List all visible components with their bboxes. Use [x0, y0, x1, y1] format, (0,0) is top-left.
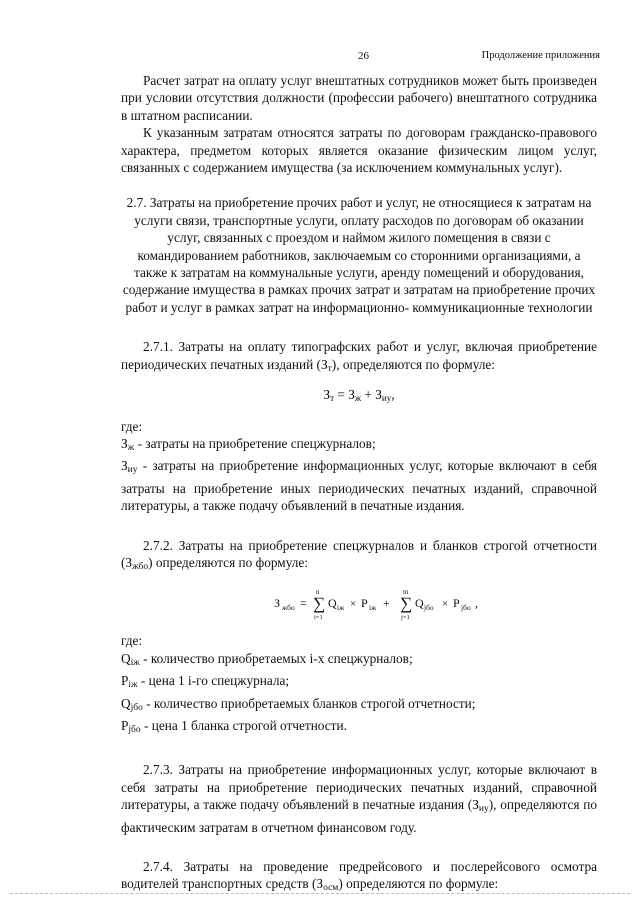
- formula-zt: $З_т = З_ж + З_{иу}$,: [323, 387, 395, 404]
- formula-zzhbo-svg: [121, 576, 597, 632]
- definition-pjbo: $P_{jбо}$ - цена 1 бланка строгой отчетности.: [121, 717, 347, 735]
- paragraph-2: К указанным затратам относятся затраты по договорам гражданско-правового характера, предметом которых является оказание физическим лицом услуг, связанных с содержанием имущества (за исключением коммунальных услуг).: [121, 125, 597, 176]
- section-2-7-3-text: 2.7.3. Затраты на приобретение информационных услуг, которые включают в себя затраты на приобретение периодических печатных изданий, справочной литературы, а также подачу объявлений в печатные издания $(З_{иу})$, определяются по фактическим затратам в отчетном финансовом году.: [121, 762, 597, 835]
- svg-text:жбо: жбо: [282, 603, 295, 613]
- svg-text:n: n: [316, 588, 320, 597]
- sum-sign-2: ∑: [400, 594, 413, 614]
- svg-text:i=1: i=1: [314, 614, 323, 622]
- svg-text:jбо: jбо: [424, 603, 434, 613]
- page-number: 26: [358, 50, 369, 62]
- sum-sign-1: ∑: [313, 594, 326, 614]
- continuation-label: Продолжение приложения: [481, 50, 600, 61]
- where-label-2: где:: [121, 633, 143, 649]
- definition-ziu: $З_{иу}$ - затраты на приобретение информационных услуг, которые включают в себя затраты на приобретение иных периодических печатных изданий, справочной литературы, а также подачу объявлений в печатные издания.: [121, 458, 597, 514]
- svg-text:iж: iж: [369, 603, 377, 613]
- svg-text:×: ×: [350, 598, 357, 611]
- definition-zzh: $З_ж$ - затраты на приобретение спецжурналов;: [121, 435, 376, 453]
- svg-text:,: ,: [475, 596, 478, 611]
- paragraph-1: Расчет затрат на оплату услуг внештатных сотрудников может быть произведен при условии отсутствия должности (профессии рабочего) внештатного сотрудника в штатном расписании.: [121, 73, 597, 123]
- svg-text:P: P: [361, 596, 368, 611]
- formula-zzhbo: [121, 576, 597, 632]
- svg-text:m: m: [403, 588, 409, 597]
- definition-qizh: $Q_{iж}$ - количество приобретаемых i-х спецжурналов;: [121, 650, 413, 668]
- where-label: где:: [121, 418, 143, 434]
- svg-text:jбо: jбо: [461, 603, 471, 613]
- document-body: [121, 72, 597, 898]
- section-2-7-1-text: 2.7.1. Затраты на оплату типографских работ и услуг, включая приобретение периодических печатных изданий $(З_т)$, определяются по формуле:: [121, 339, 597, 374]
- page-header: [0, 50, 640, 66]
- svg-text:З: З: [274, 596, 281, 611]
- section-2-7-4-text: 2.7.4. Затраты на проведение предрейсового и послерейсового осмотра водителей транспортных средств $(З_{осм})$ определяются по формуле:: [121, 859, 597, 894]
- definition-qjbo: $Q_{jбо}$ - количество приобретаемых бланков строгой отчетности;: [121, 695, 476, 713]
- section-2-7-2-text: 2.7.2. Затраты на приобретение спецжурналов и бланков строгой отчетности $(З_{жбо})$ определяются по формуле:: [121, 537, 597, 572]
- svg-text:j=1: j=1: [401, 614, 410, 622]
- svg-text:iж: iж: [337, 603, 345, 613]
- svg-text:Q: Q: [415, 596, 424, 611]
- section-2-7-heading: 2.7. Затраты на приобретение прочих работ и услуг, не относящиеся к затратам на услуги связи, транспортные услуги, оплату расходов по договорам об оказании услуг, связанных с проездом и наймом жилого помещения в связи с командированием работников, заключаемым со сторонними организациями, а также к затратам на коммунальные услуги, аренду помещений и оборудования, содержание имущества в рамках прочих затрат и затратам на приобретение прочих работ и услуг в рамках затрат на информационно- коммуникационные технологии: [122, 195, 596, 315]
- svg-text:=: =: [300, 596, 307, 611]
- svg-text:Q: Q: [328, 596, 337, 611]
- svg-text:P: P: [453, 596, 460, 611]
- definition-pizh: $P_{iж}$ - цена 1 i-го спецжурнала;: [121, 673, 290, 691]
- svg-text:×: ×: [442, 598, 449, 611]
- svg-text:+: +: [383, 596, 390, 611]
- scan-edge-line: [10, 893, 630, 894]
